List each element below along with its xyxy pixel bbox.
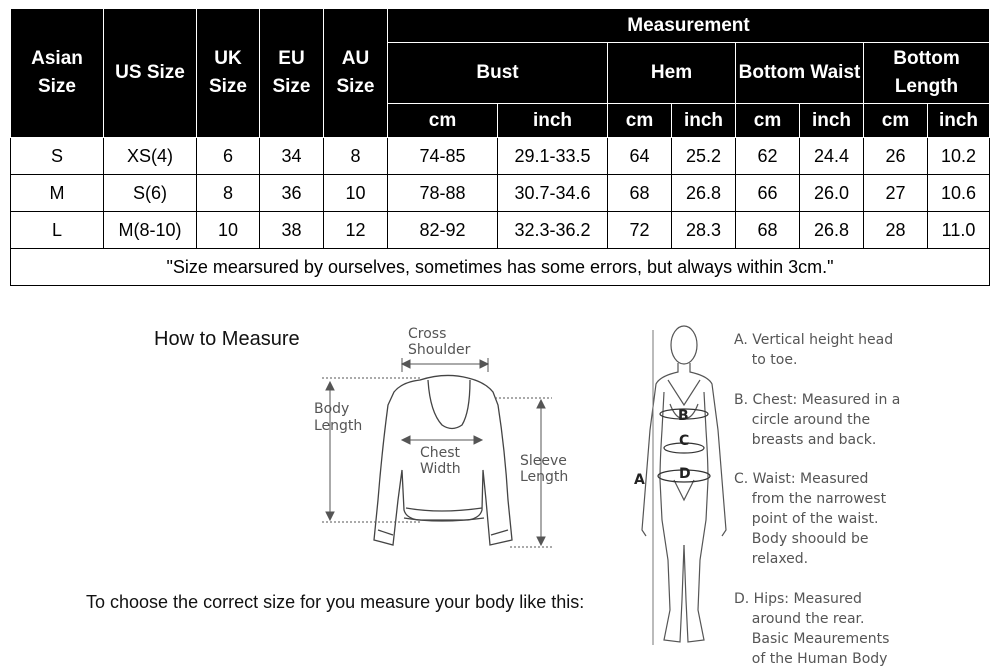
table-cell: 82-92 bbox=[388, 212, 498, 249]
body-marker-a: A bbox=[634, 472, 645, 488]
unit-header: cm bbox=[608, 104, 672, 138]
table-cell: S(6) bbox=[104, 175, 197, 212]
table-cell: 36 bbox=[260, 175, 324, 212]
choose-size-instruction: To choose the correct size for you measure your body like this: bbox=[86, 592, 585, 612]
table-cell: 26.8 bbox=[800, 212, 864, 249]
header-uk-size: UK Size bbox=[197, 9, 260, 138]
header-bottom-waist: Bottom Waist bbox=[736, 43, 864, 104]
table-cell: 6 bbox=[197, 138, 260, 175]
table-cell: 68 bbox=[608, 175, 672, 212]
header-asian-size: Asian Size bbox=[11, 9, 104, 138]
label-sleeve-length: Length bbox=[520, 469, 569, 485]
table-cell: 25.2 bbox=[672, 138, 736, 175]
table-cell: 26 bbox=[864, 138, 928, 175]
unit-header: cm bbox=[388, 104, 498, 138]
table-cell: 66 bbox=[736, 175, 800, 212]
description-a: A. Vertical height head to toe. bbox=[734, 332, 894, 368]
table-cell: XS(4) bbox=[104, 138, 197, 175]
body-marker-d: D bbox=[679, 466, 691, 482]
table-cell: S bbox=[11, 138, 104, 175]
unit-header: inch bbox=[800, 104, 864, 138]
how-to-measure-title: How to Measure bbox=[154, 328, 300, 350]
table-cell: 12 bbox=[324, 212, 388, 249]
table-cell: 32.3-36.2 bbox=[498, 212, 608, 249]
table-cell: M bbox=[11, 175, 104, 212]
table-cell: 64 bbox=[608, 138, 672, 175]
table-cell: 72 bbox=[608, 212, 672, 249]
table-cell: 10 bbox=[324, 175, 388, 212]
table-cell: 10.2 bbox=[928, 138, 990, 175]
header-eu-size: EU Size bbox=[260, 9, 324, 138]
unit-header: cm bbox=[864, 104, 928, 138]
table-cell: 29.1-33.5 bbox=[498, 138, 608, 175]
table-cell: 34 bbox=[260, 138, 324, 175]
header-bust: Bust bbox=[388, 43, 608, 104]
label-body-length: Body bbox=[314, 401, 350, 417]
label-chest-width: Width bbox=[420, 461, 461, 477]
table-cell: M(8-10) bbox=[104, 212, 197, 249]
description-d: D. Hips: Measured around the rear. Basic Meaurements of the Human Body bbox=[734, 591, 890, 667]
header-au-size: AU Size bbox=[324, 9, 388, 138]
table-cell: 8 bbox=[197, 175, 260, 212]
header-bottom-length: Bottom Length bbox=[864, 43, 990, 104]
table-cell: 24.4 bbox=[800, 138, 864, 175]
body-marker-c: C bbox=[679, 433, 690, 449]
table-cell: 38 bbox=[260, 212, 324, 249]
unit-header: inch bbox=[928, 104, 990, 138]
header-hem: Hem bbox=[608, 43, 736, 104]
body-marker-b: B bbox=[678, 408, 689, 424]
table-cell: 62 bbox=[736, 138, 800, 175]
description-c: C. Waist: Measured from the narrowest point of the waist. Body shoould be relaxed. bbox=[734, 471, 887, 567]
table-cell: 30.7-34.6 bbox=[498, 175, 608, 212]
label-body-length: Length bbox=[314, 418, 363, 434]
table-cell: 10.6 bbox=[928, 175, 990, 212]
description-b: B. Chest: Measured in a circle around the breasts and back. bbox=[734, 392, 901, 448]
table-cell: 74-85 bbox=[388, 138, 498, 175]
table-cell: 27 bbox=[864, 175, 928, 212]
label-sleeve-length: Sleeve bbox=[520, 453, 567, 469]
table-cell: 68 bbox=[736, 212, 800, 249]
unit-header: inch bbox=[498, 104, 608, 138]
table-cell: 78-88 bbox=[388, 175, 498, 212]
table-cell: 11.0 bbox=[928, 212, 990, 249]
table-cell: 26.8 bbox=[672, 175, 736, 212]
unit-header: inch bbox=[672, 104, 736, 138]
table-cell: L bbox=[11, 212, 104, 249]
header-measurement: Measurement bbox=[388, 9, 990, 43]
human-body-figure bbox=[642, 326, 726, 642]
table-cell: 28.3 bbox=[672, 212, 736, 249]
unit-header: cm bbox=[736, 104, 800, 138]
table-cell: 28 bbox=[864, 212, 928, 249]
label-cross-shoulder: Cross bbox=[408, 326, 447, 342]
table-cell: 26.0 bbox=[800, 175, 864, 212]
header-us-size: US Size bbox=[104, 9, 197, 138]
label-chest-width: Chest bbox=[420, 445, 461, 461]
label-cross-shoulder: Shoulder bbox=[408, 342, 471, 358]
table-cell: 8 bbox=[324, 138, 388, 175]
table-note: "Size mearsured by ourselves, sometimes has some errors, but always within 3cm." bbox=[11, 249, 990, 286]
table-cell: 10 bbox=[197, 212, 260, 249]
